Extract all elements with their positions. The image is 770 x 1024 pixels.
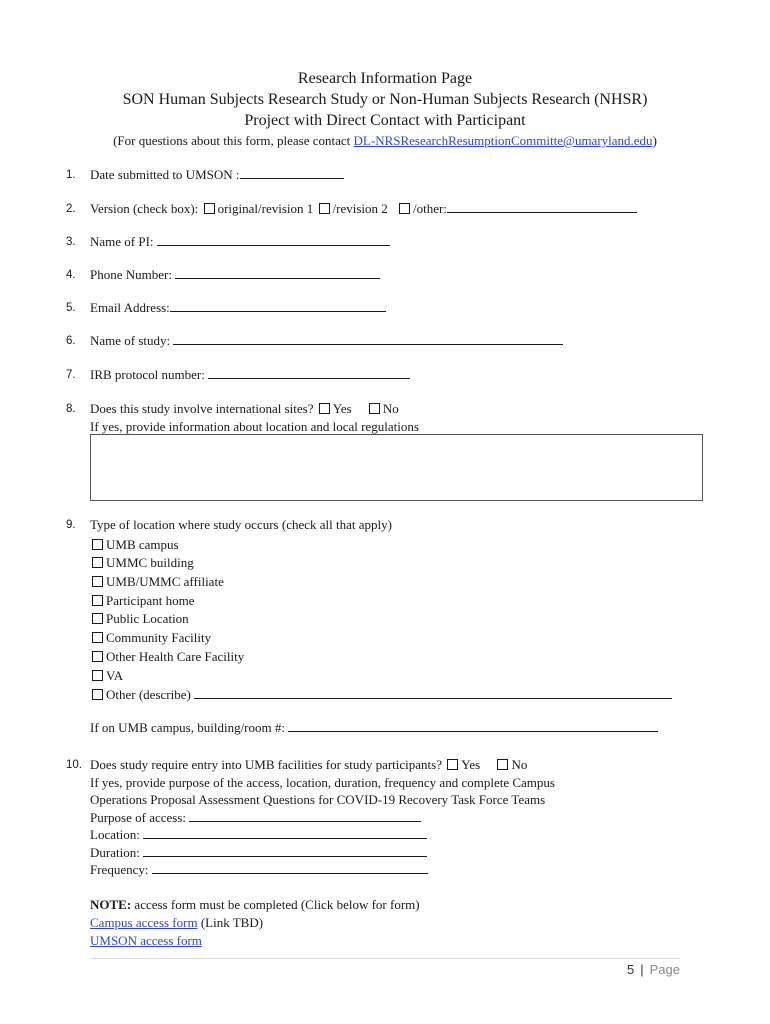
checkbox-facilities-no[interactable] bbox=[497, 759, 508, 770]
purpose-line bbox=[90, 809, 421, 827]
other-location-field[interactable] bbox=[194, 686, 672, 699]
checkbox[interactable] bbox=[92, 632, 103, 643]
option-revision-2-label: /revision 2 bbox=[332, 201, 388, 216]
option-label: VA bbox=[106, 668, 124, 683]
facilities-followup-2: Operations Proposal Assessment Questions for COVID-19 Recovery Task Force Teams bbox=[90, 792, 546, 807]
study-name-field[interactable] bbox=[173, 332, 563, 345]
campus-link-tbd: (Link TBD) bbox=[197, 915, 264, 930]
location-line bbox=[90, 826, 427, 844]
question-number: 10. bbox=[66, 759, 82, 771]
page-label: Page bbox=[649, 962, 680, 977]
facilities-followup-1: If yes, provide purpose of the access, location, duration, frequency and complete Campus bbox=[90, 775, 555, 790]
location-option[interactable] bbox=[90, 536, 179, 554]
location-option[interactable] bbox=[90, 592, 194, 610]
question-number: 4. bbox=[66, 269, 76, 281]
campus-access-line bbox=[90, 914, 263, 932]
international-followup: If yes, provide information about location and local regulations bbox=[90, 419, 419, 434]
checkbox-international-yes[interactable] bbox=[319, 403, 330, 414]
question-number: 8. bbox=[66, 403, 76, 415]
option-label: UMB/UMMC affiliate bbox=[106, 574, 224, 589]
option-label: Public Location bbox=[106, 611, 189, 626]
umson-access-line bbox=[90, 932, 202, 950]
checkbox[interactable] bbox=[92, 670, 103, 681]
version-other-field[interactable] bbox=[447, 200, 637, 213]
umson-access-form-link[interactable]: UMSON access form bbox=[90, 933, 202, 948]
question-label: Does this study involve international sites? bbox=[90, 401, 314, 416]
question-label: Version (check box): bbox=[90, 201, 199, 216]
question-label: Email Address: bbox=[90, 300, 170, 315]
question-number: 3. bbox=[66, 236, 76, 248]
checkbox[interactable] bbox=[92, 557, 103, 568]
frequency-line bbox=[90, 861, 428, 879]
checkbox-revision-2[interactable] bbox=[319, 203, 330, 214]
checkbox[interactable] bbox=[92, 689, 103, 700]
checkbox-other[interactable] bbox=[399, 203, 410, 214]
question-number: 1. bbox=[66, 169, 76, 181]
location-option[interactable] bbox=[90, 554, 194, 572]
checkbox[interactable] bbox=[92, 651, 103, 662]
campus-access-form-link[interactable]: Campus access form bbox=[90, 915, 198, 930]
footer-divider bbox=[90, 958, 680, 959]
irb-protocol-field[interactable] bbox=[208, 366, 410, 379]
location-option[interactable] bbox=[90, 667, 123, 685]
option-label: Participant home bbox=[106, 593, 195, 608]
purpose-field[interactable] bbox=[189, 809, 421, 822]
campus-room-line bbox=[90, 719, 658, 737]
contact-line bbox=[0, 133, 770, 149]
option-label: Other (describe) bbox=[106, 687, 191, 702]
checkbox[interactable] bbox=[92, 576, 103, 587]
duration-field[interactable] bbox=[143, 844, 427, 857]
contact-email-link[interactable]: DL-NRSResearchResumptionCommitte@umaryland.edu bbox=[353, 133, 653, 148]
checkbox-international-no[interactable] bbox=[369, 403, 380, 414]
question-number: 9. bbox=[66, 519, 76, 531]
option-yes-label: Yes bbox=[332, 401, 352, 416]
pi-name-field[interactable] bbox=[157, 233, 390, 246]
location-option[interactable] bbox=[90, 648, 244, 666]
question-label: Phone Number: bbox=[90, 267, 172, 282]
option-original-label: original/revision 1 bbox=[217, 201, 314, 216]
footer-separator: | bbox=[640, 962, 644, 977]
contact-prefix: (For questions about this form, please contact bbox=[113, 133, 354, 148]
option-label: Community Facility bbox=[106, 630, 212, 645]
question-label: Date submitted to UMSON : bbox=[90, 167, 240, 182]
question-label: Name of study: bbox=[90, 333, 171, 348]
question-label: IRB protocol number: bbox=[90, 367, 205, 382]
contact-suffix: ) bbox=[652, 133, 657, 148]
page-number: 5 bbox=[627, 962, 635, 977]
checkbox[interactable] bbox=[92, 539, 103, 550]
option-no-label: No bbox=[511, 757, 528, 772]
checkbox[interactable] bbox=[92, 595, 103, 606]
question-number: 6. bbox=[66, 335, 76, 347]
location-field[interactable] bbox=[143, 826, 427, 839]
option-label: UMMC building bbox=[106, 555, 194, 570]
option-label: Other Health Care Facility bbox=[106, 649, 245, 664]
question-number: 5. bbox=[66, 302, 76, 314]
frequency-label: Frequency: bbox=[90, 862, 149, 877]
location-option[interactable] bbox=[90, 686, 672, 704]
option-no-label: No bbox=[382, 401, 399, 416]
option-other-label: /other: bbox=[413, 201, 447, 216]
campus-room-field[interactable] bbox=[288, 719, 658, 732]
page-subtitle-2: Project with Direct Contact with Participant bbox=[244, 112, 526, 129]
question-label: Does study require entry into UMB facilities for study participants? bbox=[90, 757, 443, 772]
frequency-field[interactable] bbox=[152, 861, 428, 874]
page-title: Research Information Page bbox=[297, 70, 473, 87]
location-option[interactable] bbox=[90, 629, 211, 647]
question-label: Type of location where study occurs (check all that apply) bbox=[90, 517, 392, 532]
checkbox[interactable] bbox=[92, 613, 103, 624]
question-number: 2. bbox=[66, 203, 76, 215]
date-submitted-field[interactable] bbox=[240, 166, 344, 179]
option-label: UMB campus bbox=[106, 537, 179, 552]
location-label: Location: bbox=[90, 827, 140, 842]
international-info-textbox[interactable] bbox=[90, 434, 703, 501]
location-option[interactable] bbox=[90, 573, 224, 591]
checkbox-facilities-yes[interactable] bbox=[447, 759, 458, 770]
question-label: Name of PI: bbox=[90, 234, 154, 249]
phone-number-field[interactable] bbox=[175, 266, 380, 279]
page-footer bbox=[627, 962, 680, 977]
purpose-label: Purpose of access: bbox=[90, 810, 187, 825]
question-number: 7. bbox=[66, 369, 76, 381]
campus-room-label: If on UMB campus, building/room #: bbox=[90, 720, 285, 735]
page-subtitle-1: SON Human Subjects Research Study or Non-Human Subjects Research (NHSR) bbox=[122, 91, 648, 108]
duration-line bbox=[90, 844, 427, 862]
option-yes-label: Yes bbox=[461, 757, 481, 772]
duration-label: Duration: bbox=[90, 845, 140, 860]
email-address-field[interactable] bbox=[170, 299, 386, 312]
note-line bbox=[90, 896, 420, 914]
location-option[interactable] bbox=[90, 610, 189, 628]
note-text: access form must be completed (Click below for form) bbox=[131, 897, 420, 912]
note-label: NOTE: bbox=[90, 897, 132, 912]
checkbox-original[interactable] bbox=[204, 203, 215, 214]
